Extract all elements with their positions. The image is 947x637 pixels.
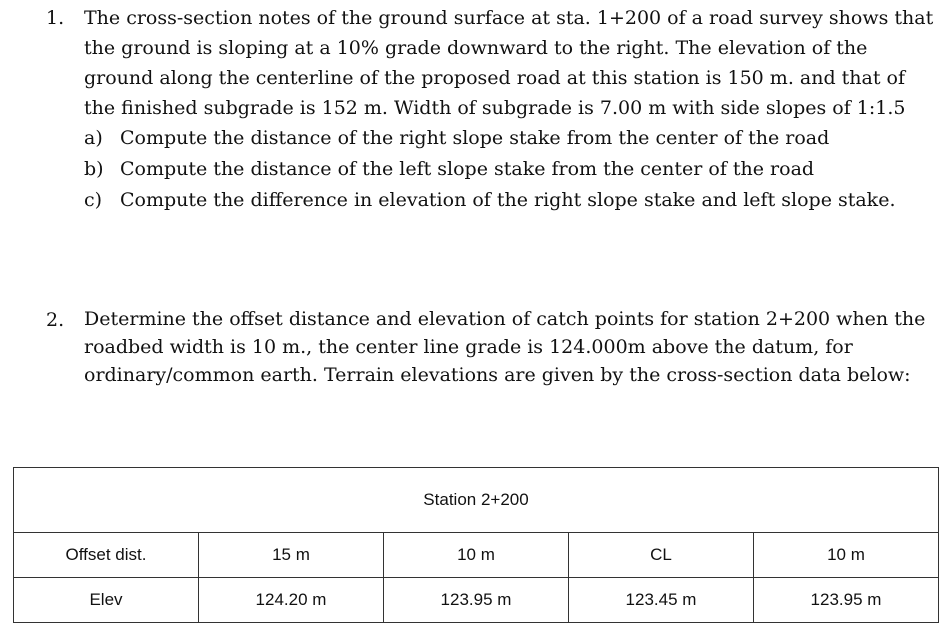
problem-1-text: The cross-section notes of the ground surface at sta. 1+200 of a road survey shows that the ground is sloping at a 10% grade downward to the right. The elevation of the ground along the centerline of the proposed road at this station is 150 m. and that of the finished subgrade is 152 m. Width of subgrade is 7.00 m with side slopes of 1:1.5 — [84, 7, 934, 119]
table-cell: 10 m — [754, 533, 939, 578]
problem-2-number: 2. — [46, 309, 65, 331]
table-row-elev — [14, 578, 939, 623]
table-cell: Offset dist. — [14, 533, 199, 578]
table-row-offset — [14, 533, 939, 578]
table-cell: 123.45 m — [569, 578, 754, 623]
table-header-row — [14, 468, 939, 533]
part-label: c) — [84, 189, 103, 211]
table-cell: CL — [569, 533, 754, 578]
part-label: a) — [84, 127, 103, 149]
table-cell: Elev — [14, 578, 199, 623]
problem-1-number: 1. — [46, 7, 65, 29]
table-cell: 15 m — [199, 533, 384, 578]
table-cell: 124.20 m — [199, 578, 384, 623]
cross-section-table — [13, 467, 939, 623]
problem-2 — [46, 309, 939, 389]
table-cell: 123.95 m — [384, 578, 569, 623]
part-text: Compute the difference in elevation of the right slope stake and left slope stake. — [120, 189, 896, 211]
table-cell: 10 m — [384, 533, 569, 578]
problem-1-part-c — [84, 185, 939, 216]
part-text: Compute the distance of the left slope stake from the center of the road — [120, 158, 815, 180]
part-text: Compute the distance of the right slope stake from the center of the road — [120, 127, 830, 149]
station-header: Station 2+200 — [14, 468, 939, 533]
part-label: b) — [84, 158, 104, 180]
problem-1-part-b — [84, 154, 939, 185]
problem-1-part-a — [84, 123, 939, 154]
table-cell: 123.95 m — [754, 578, 939, 623]
problem-1 — [46, 7, 939, 216]
problem-2-text: Determine the offset distance and elevation of catch points for station 2+200 when the roadbed width is 10 m., the center line grade is 124.000m above the datum, for ordinary/common earth. Terrain elevations are given by the cross-section data below: — [84, 308, 926, 386]
